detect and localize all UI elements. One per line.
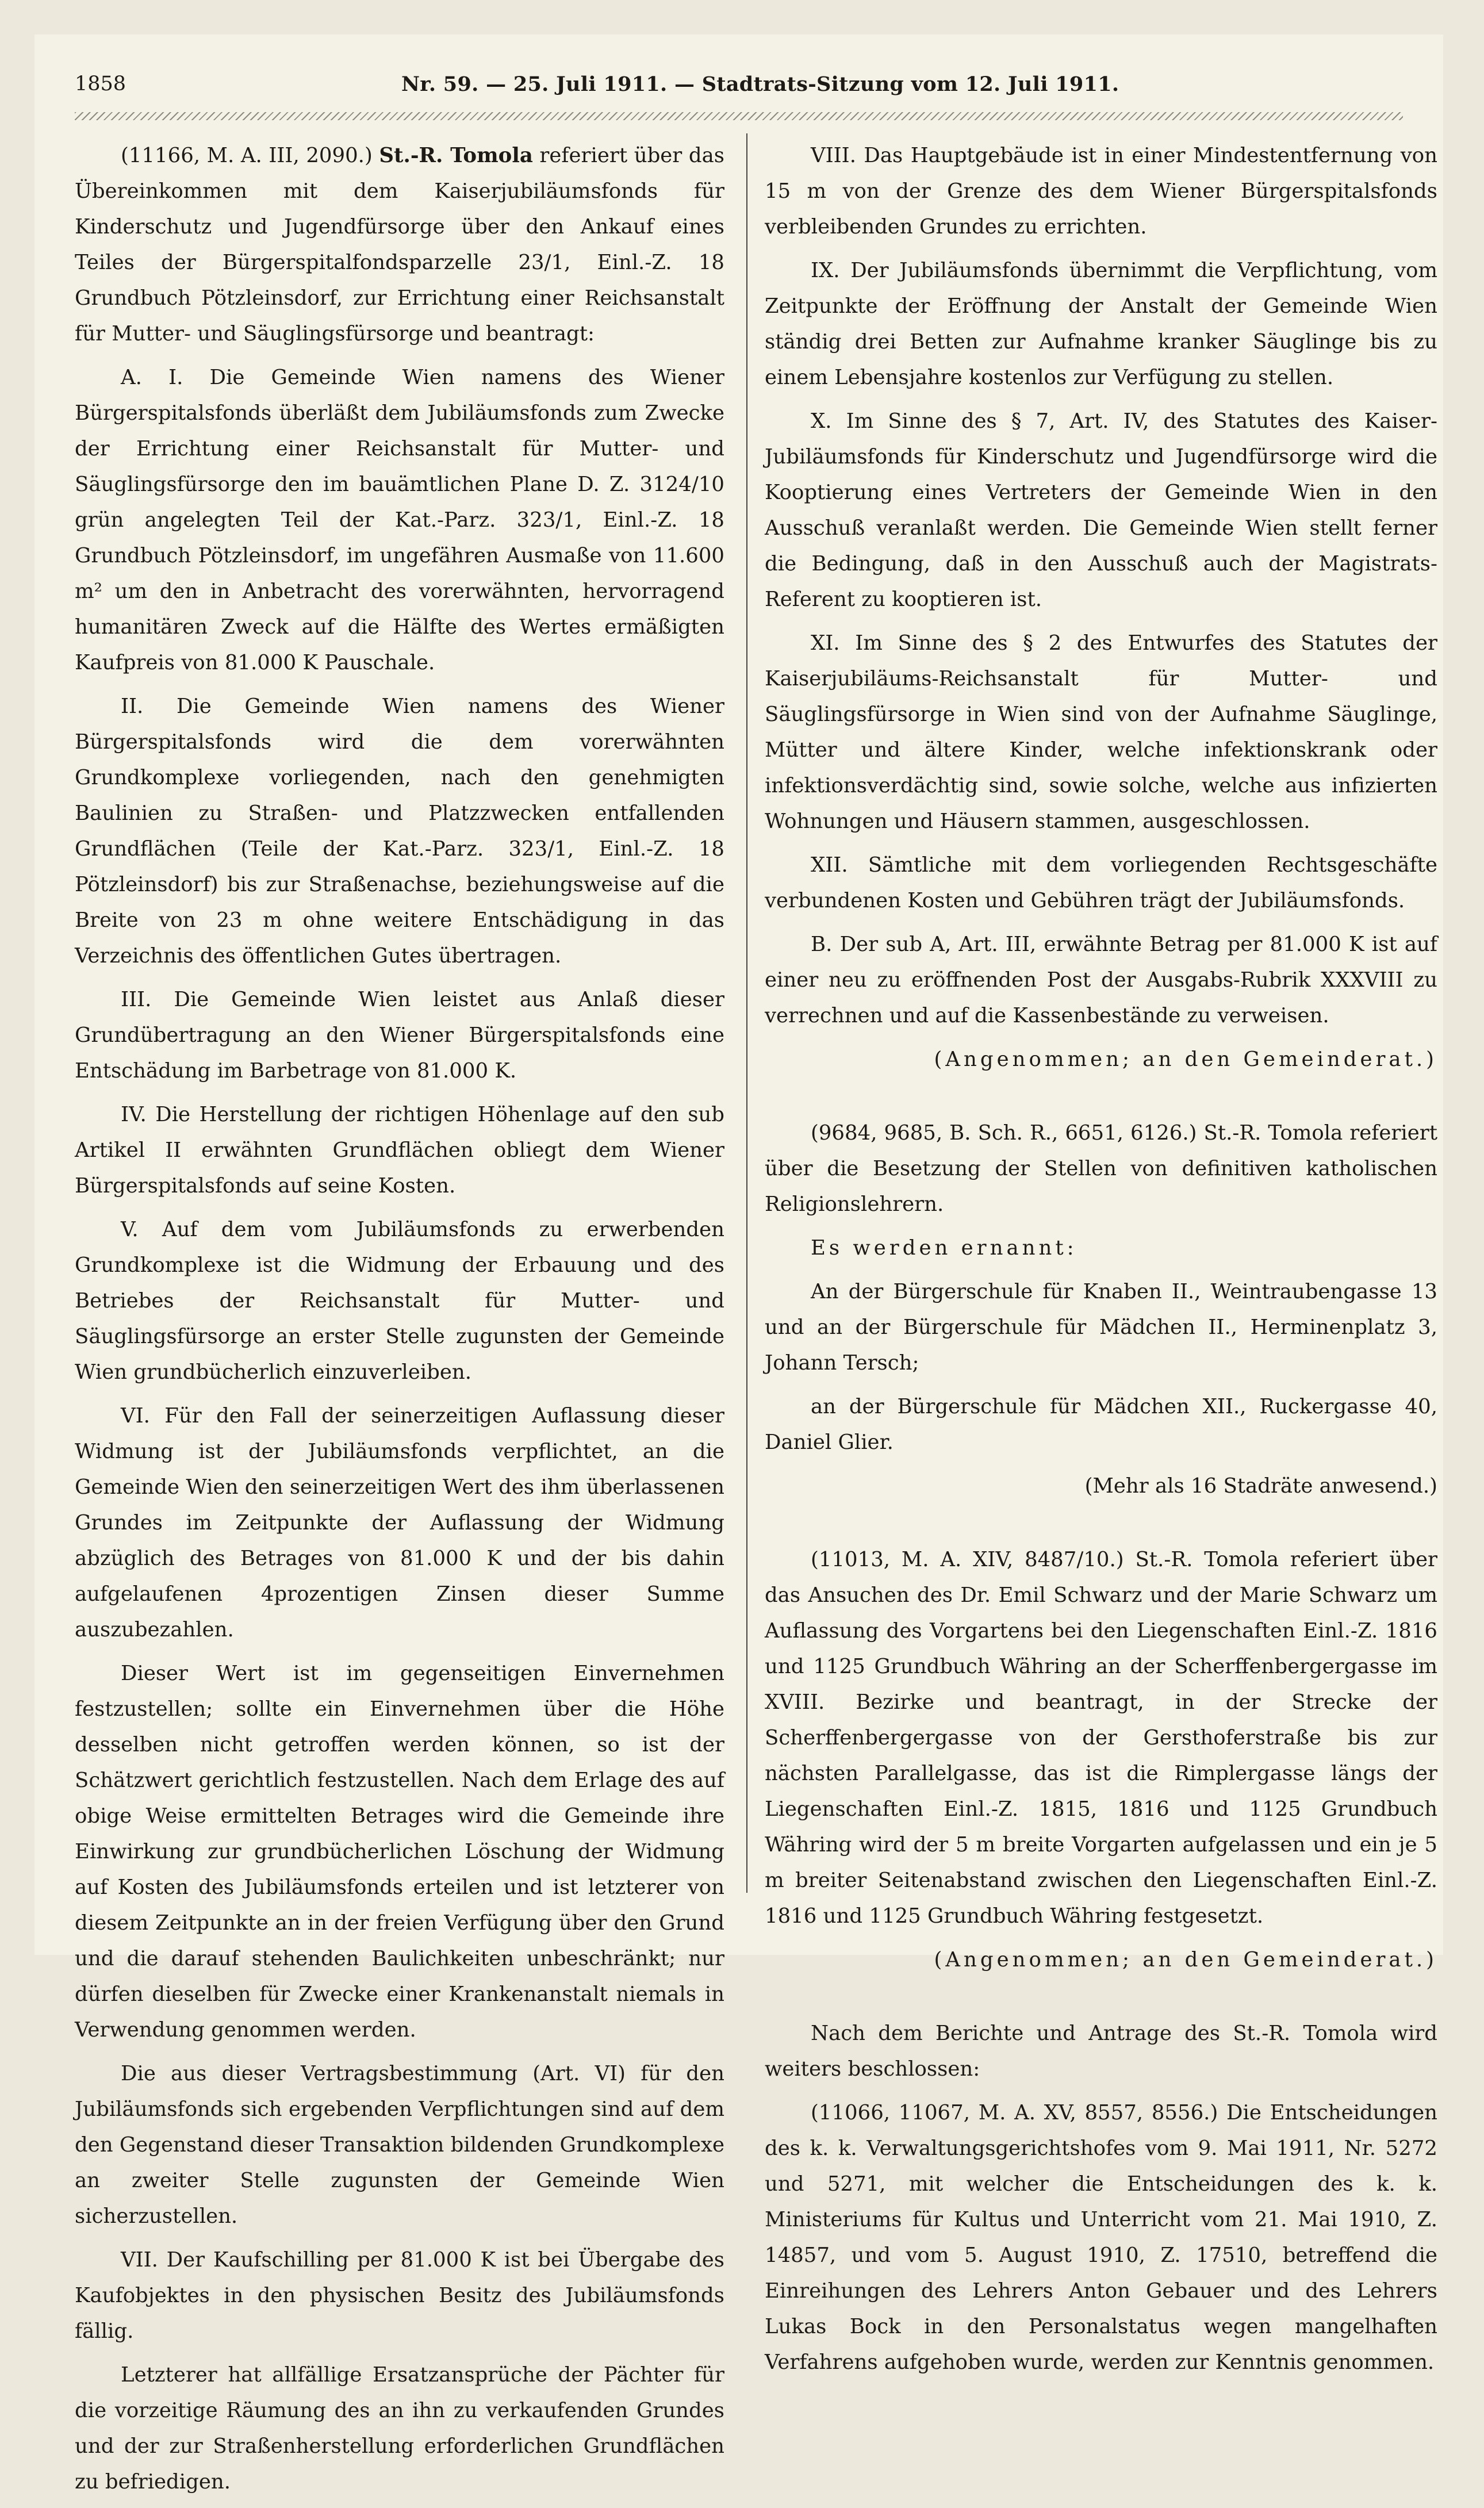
paragraph: X. Im Sinne des § 7, Art. IV, des Statutes des Kaiser-Jubiläumsfonds für Kinderschutz und Jugendfürsorge wird die Kooptierung eines Vertreters der Gemeinde Wien in den Ausschuß veranlaßt werden. Die Gemeinde Wien stellt ferner die Bedingung, daß in den Ausschuß auch der Magistrats-Referent zu kooptieren ist. [765,409,1437,611]
right-column [765,138,1437,2388]
speaker-name: St.-R. Tomola [379,144,533,167]
paragraph: II. Die Gemeinde Wien namens des Wiener Bürgerspitalsfonds wird die dem vorerwähnten Grundkomplexe vorliegenden, nach den genehmigten Baulinien zu Straßen- und Platzzwecken entfallenden Grundflächen (Teile der Kat.-Parz. 323/1, Einl.-Z. 18 Pötzleinsdorf) bis zur Straßenachse, beziehungsweise auf die Breite von 23 m ohne weitere Entschädigung in das Verzeichnis des öffentlichen Gutes übertragen. [75,695,724,968]
paragraph: IX. Der Jubiläumsfonds übernimmt die Verpflichtung, vom Zeitpunkte der Eröffnung der Anstalt der Gemeinde Wien ständig drei Betten zur Aufnahme kranker Säuglinge bis zu einem Lebensjahre kostenlos zur Verfügung zu stellen. [765,259,1437,389]
paragraph: Letzterer hat allfällige Ersatzansprüche der Pächter für die vorzeitige Räumung des an ihn zu verkaufenden Grundes und der zur Straßenherstellung erforderlichen Grundflächen zu befriedigen. [75,2363,724,2494]
paragraph: B. Der sub A, Art. III, erwähnte Betrag per 81.000 K ist auf einer neu zu eröffnenden Post der Ausgabs-Rubrik XXXVIII zu verrechnen und auf die Kassenbestände zu verweisen. [765,933,1437,1027]
paragraph: (9684, 9685, B. Sch. R., 6651, 6126.) St.-R. Tomola referiert über die Besetzung der Stellen von definitiven katholischen Religionslehrern. [765,1121,1437,1216]
reference-number: (11166, M. A. III, 2090.) [121,144,373,167]
paragraph: XII. Sämtliche mit dem vorliegenden Rechtsgeschäfte verbundenen Kosten und Gebühren trägt der Jubiläumsfonds. [765,853,1437,912]
paragraph: III. Die Gemeinde Wien leistet aus Anlaß dieser Grundübertragung an den Wiener Bürgerspitalsfonds eine Entschädung im Barbetrage von 81.000 K. [75,988,724,1083]
paragraph-text: referiert über das Übereinkommen mit dem Kaiserjubiläumsfonds für Kinderschutz und Jugendfürsorge über den Ankauf eines Teiles der Bürgerspitalfondsparzelle 23/1, Einl.-Z. 18 Grundbuch Pötzleinsdorf, zur Errichtung einer Reichsanstalt für Mutter- und Säuglingsfürsorge und beantragt: [75,144,724,346]
paragraph: V. Auf dem vom Jubiläumsfonds zu erwerbenden Grundkomplexe ist die Widmung der Erbauung und des Betriebes der Reichsanstalt für Mutter- und Säuglingsfürsorge an erster Stelle zugunsten der Gemeinde Wien grundbücherlich einzuverleiben. [75,1218,724,1384]
page-header [75,68,1403,102]
section-gap [765,1086,1437,1115]
page-number: 1858 [75,72,126,95]
paragraph: Es werden ernannt: [811,1236,1077,1260]
running-title: Nr. 59. — 25. Juli 1911. — Stadtrats-Sitzung vom 12. Juli 1911. [401,72,1119,96]
column-divider [746,133,747,1893]
left-column [75,138,724,2508]
resolution-note: (Angenommen; an den Gemeinderat.) [934,1948,1437,1972]
section-gap [765,1986,1437,2016]
paragraph: XI. Im Sinne des § 2 des Entwurfes des Statutes der Kaiserjubiläums-Reichsanstalt für Mutter- und Säuglingsfürsorge in Wien sind von der Aufnahme Säuglinge, Mütter und ältere Kinder, welche infektionskrank oder infektionsverdächtig sind, sowie solche, welche aus infizierten Wohnungen und Häusern stammen, ausgeschlossen. [765,631,1437,833]
header-rule [75,112,1403,120]
paragraph: VII. Der Kaufschilling per 81.000 K ist bei Übergabe des Kaufobjektes in den physischen Besitz des Jubiläumsfonds fällig. [75,2248,724,2343]
paragraph: an der Bürgerschule für Mädchen XII., Ruckergasse 40, Daniel Glier. [765,1395,1437,1454]
paragraph: (11013, M. A. XIV, 8487/10.) St.-R. Tomola referiert über das Ansuchen des Dr. Emil Schwarz und der Marie Schwarz um Auflassung des Vorgartens bei den Liegenschaften Einl.-Z. 1816 und 1125 Grundbuch Währing an der Scherffenbergergasse im XVIII. Bezirke und beantragt, in der Strecke der Scherffenbergergasse von der Gersthoferstraße bis zur nächsten Parallelgasse, das ist die Rimplergasse längs der Liegenschaften Einl.-Z. 1815, 1816 und 1125 Grundbuch Währing wird der 5 m breite Vorgarten aufgelassen und ein je 5 m breiter Seitenabstand zwischen den Liegenschaften Einl.-Z. 1816 und 1125 Grundbuch Währing festgesetzt. [765,1548,1437,1928]
paragraph: (11066, 11067, M. A. XV, 8557, 8556.) Die Entscheidungen des k. k. Verwaltungsgerichtshofes vom 9. Mai 1911, Nr. 5272 und 5271, mit welcher die Entscheidungen des k. k. Ministeriums für Kultus und Unterricht vom 21. Mai 1910, Z. 14857, und vom 5. August 1910, Z. 17510, betreffend die Einreihungen des Lehrers Anton Gebauer und des Lehrers Lukas Bock in den Personalstatus wegen mangelhaften Verfahrens aufgehoben wurde, werden zur Kenntnis genommen. [765,2101,1437,2374]
paragraph: An der Bürgerschule für Knaben II., Weintraubengasse 13 und an der Bürgerschule für Mädchen II., Herminenplatz 3, Johann Tersch; [765,1280,1437,1375]
paragraph: A. I. Die Gemeinde Wien namens des Wiener Bürgerspitalsfonds überläßt dem Jubiläumsfonds zum Zwecke der Errichtung einer Reichsanstalt für Mutter- und Säuglingsfürsorge den im bauämtlichen Plane D. Z. 3124/10 grün angelegten Teil der Kat.-Parz. 323/1, Einl.-Z. 18 Grundbuch Pötzleinsdorf, im ungefähren Ausmaße von 11.600 m² um den in Anbetracht des vorerwähnten, hervorragend humanitären Zweck auf die Hälfte des Wertes ermäßigten Kaufpreis von 81.000 K Pauschale. [75,366,724,674]
section-gap [765,1512,1437,1542]
paragraph: IV. Die Herstellung der richtigen Höhenlage auf den sub Artikel II erwähnten Grundflächen obliegt dem Wiener Bürgerspitalsfonds auf seine Kosten. [75,1103,724,1198]
paragraph: Die aus dieser Vertragsbestimmung (Art. VI) für den Jubiläumsfonds sich ergebenden Verpflichtungen sind auf dem den Gegenstand dieser Transaktion bildenden Grundkomplexe an zweiter Stelle zugunsten der Gemeinde Wien sicherzustellen. [75,2062,725,2228]
paragraph: VI. Für den Fall der seinerzeitigen Auflassung dieser Widmung ist der Jubiläumsfonds verpflichtet, an die Gemeinde Wien den seinerzeitigen Wert des ihm überlassenen Grundes im Zeitpunkte der Auflassung der Widmung abzüglich des Betrages von 81.000 K und der bis dahin aufgelaufenen 4prozentigen Zinsen dieser Summe auszubezahlen. [75,1404,724,1642]
paragraph [75,138,724,352]
paragraph: Dieser Wert ist im gegenseitigen Einvernehmen festzustellen; sollte ein Einvernehmen über die Höhe desselben nicht getroffen werden können, so ist der Schätzwert gerichtlich festzustellen. Nach dem Erlage des auf obige Weise ermittelten Betrages wird die Gemeinde ihre Einwirkung zur grundbücherlichen Löschung der Widmung auf Kosten des Jubiläumsfonds erteilen und ist letzterer von diesem Zeitpunkte an in der freien Verfügung über den Grund und die darauf stehenden Baulichkeiten unbeschränkt; nur dürfen dieselben für Zwecke einer Krankenanstalt niemals in Verwendung genommen werden. [75,1662,724,2042]
paragraph: VIII. Das Hauptgebäude ist in einer Mindestentfernung von 15 m von der Grenze des dem Wiener Bürgerspitalsfonds verbleibenden Grundes zu errichten. [765,144,1437,239]
attendance-note: (Mehr als 16 Stadräte anwesend.) [1084,1474,1437,1498]
resolution-note: (Angenommen; an den Gemeinderat.) [934,1048,1437,1071]
paragraph: Nach dem Berichte und Antrage des St.-R. Tomola wird weiters beschlossen: [765,2022,1437,2081]
